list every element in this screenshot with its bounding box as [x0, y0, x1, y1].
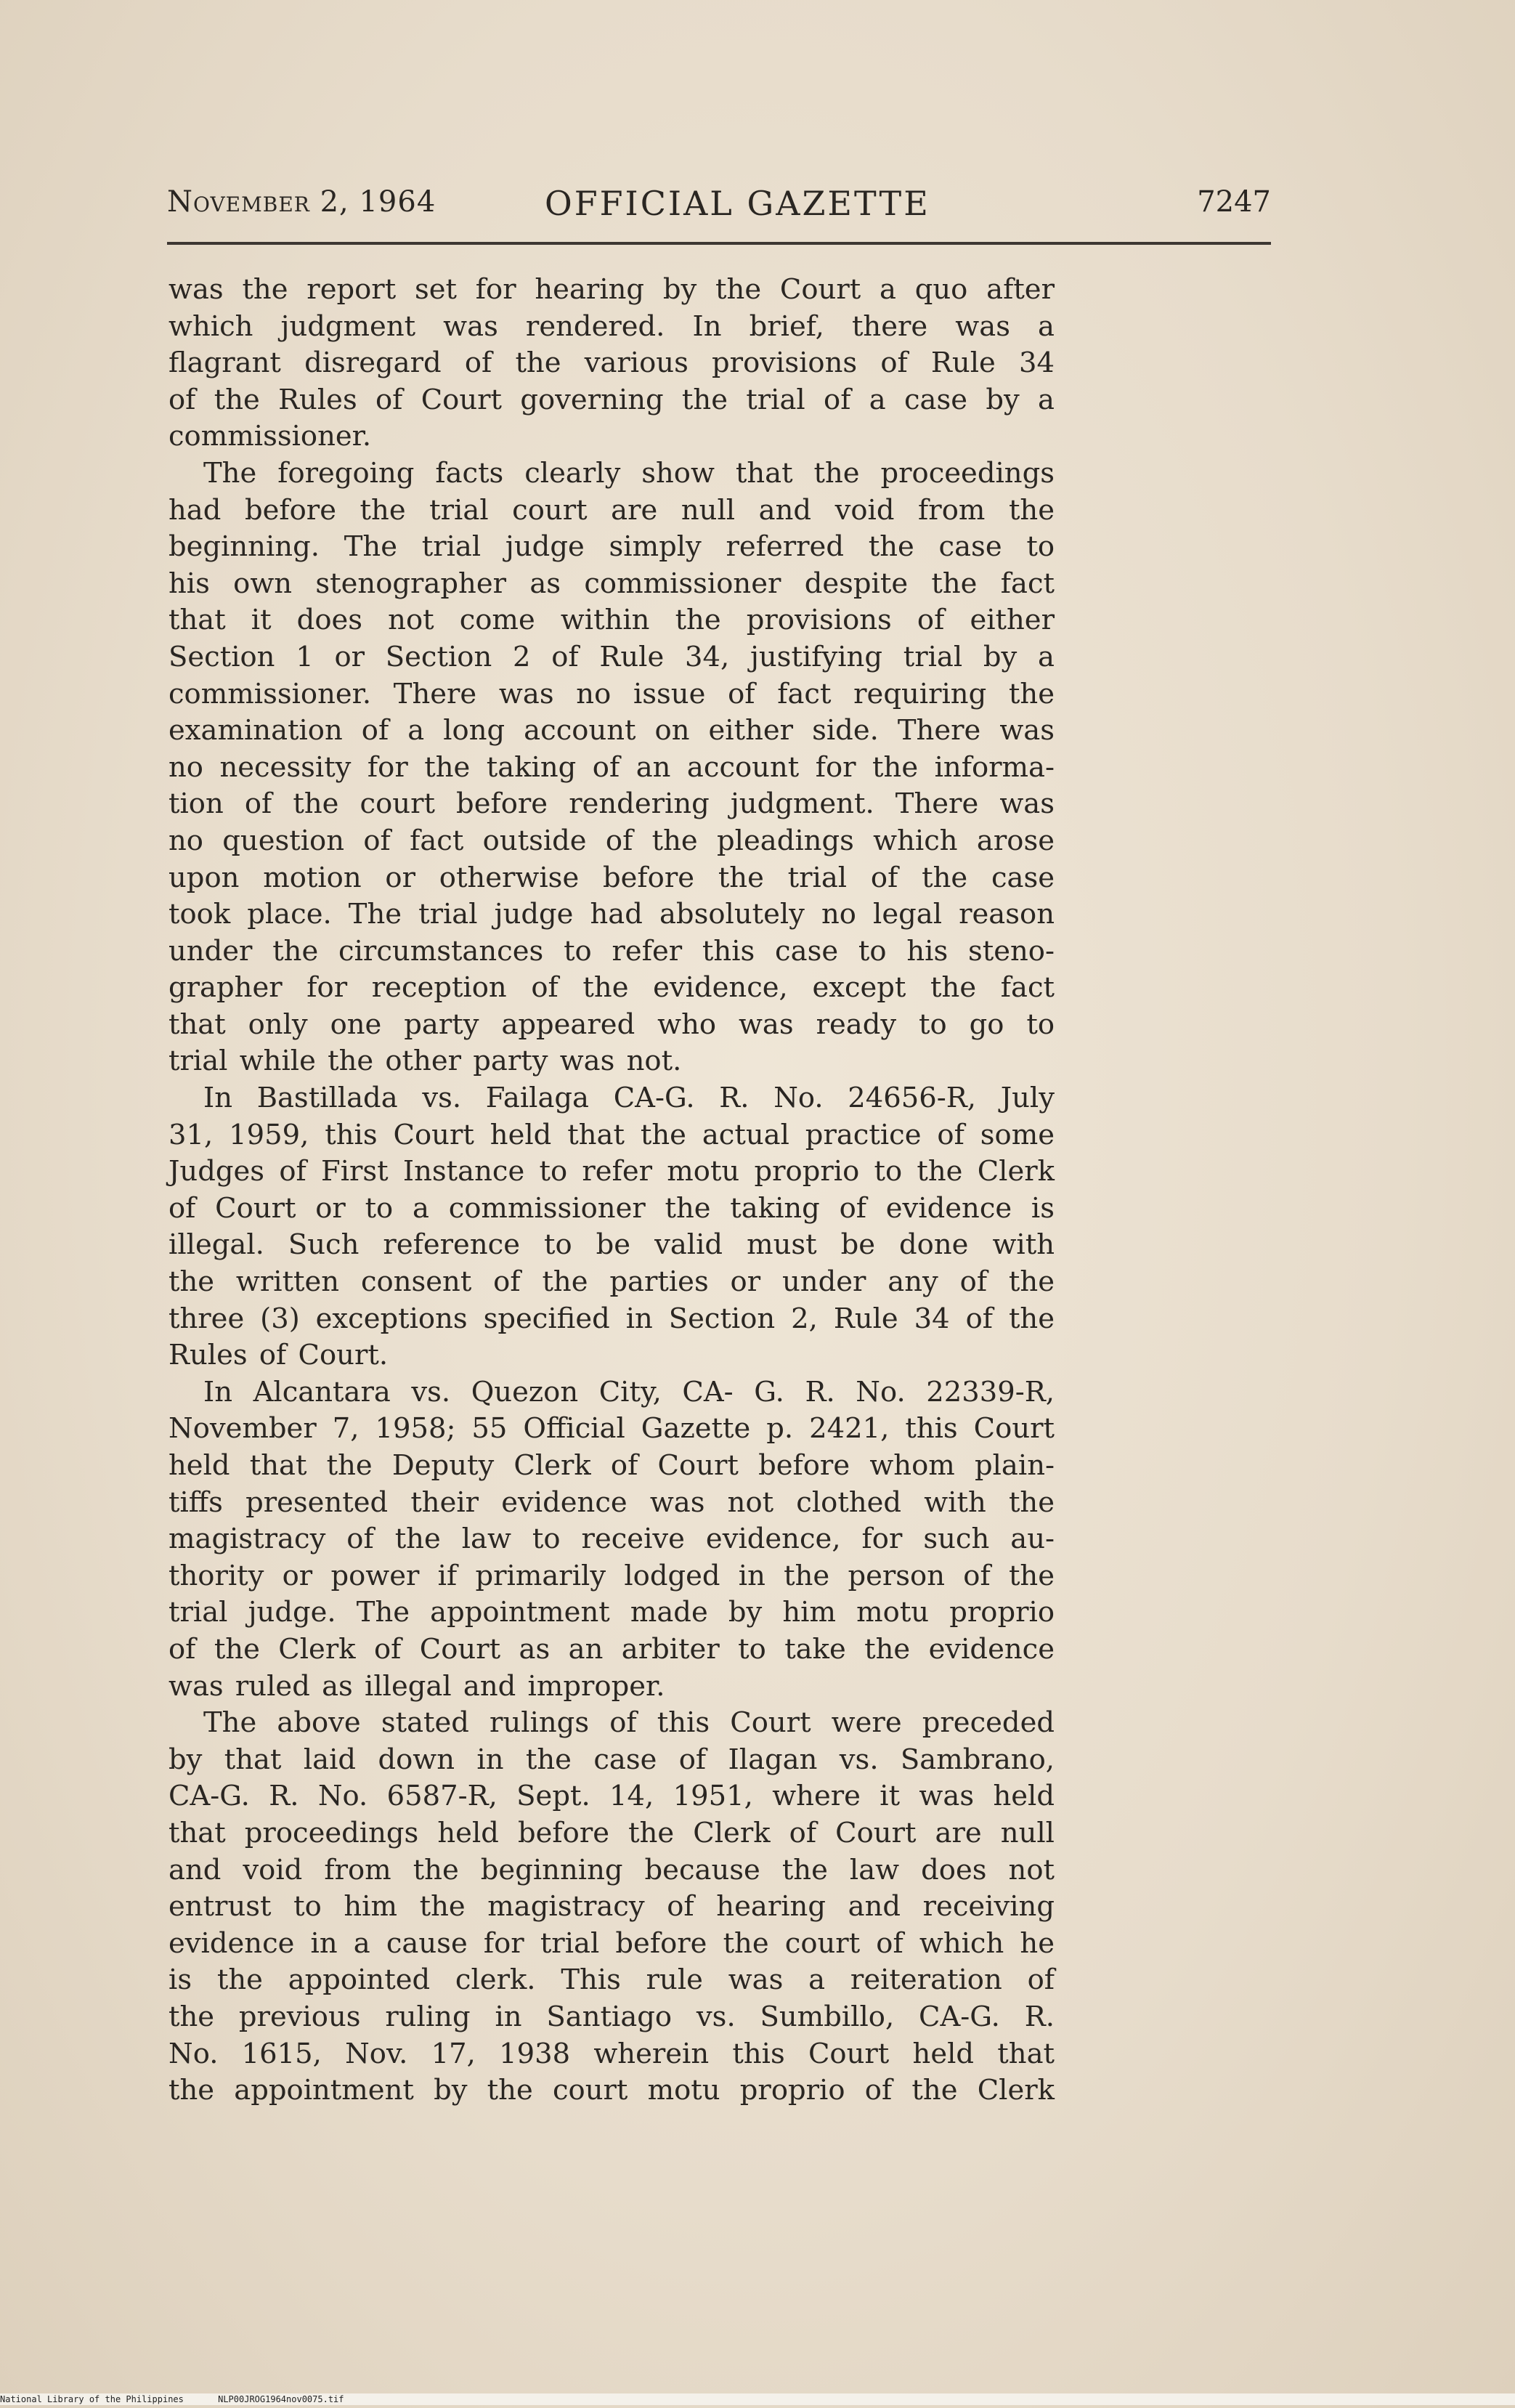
- text-line: CA-G. R. No. 6587-R, Sept. 14, 1951, where it was held: [168, 1780, 1055, 1813]
- header-rule: [167, 242, 1271, 245]
- scan-footer: [0, 2393, 1515, 2405]
- text-line: commissioner. There was no issue of fact requiring the: [168, 677, 1055, 710]
- text-line: under the circumstances to refer this case to his steno-: [168, 934, 1055, 968]
- text-line: entrust to him the magistracy of hearing and receiving: [168, 1890, 1055, 1923]
- text-line: the previous ruling in Santiago vs. Sumbillo, CA-G. R.: [168, 2000, 1055, 2033]
- text-line: evidence in a cause for trial before the court of which he: [168, 1926, 1055, 1960]
- text-line: is the appointed clerk. This rule was a reiteration of: [168, 1963, 1055, 1997]
- text-line: that proceedings held before the Clerk of Court are null: [168, 1816, 1055, 1849]
- text-line: tiffs presented their evidence was not clothed with the: [168, 1485, 1055, 1519]
- text-line: his own stenographer as commissioner despite the fact: [168, 567, 1055, 600]
- footer-source: National Library of the Philippines: [0, 2394, 184, 2404]
- footer-file: NLP00JROG1964nov0075.tif: [218, 2394, 344, 2404]
- text-line: of the Rules of Court governing the trial of a case by a: [168, 383, 1055, 416]
- header-date: November 2, 1964: [167, 185, 436, 219]
- text-line: that it does not come within the provisions of either: [168, 604, 1055, 637]
- publication-title: OFFICIAL GAZETTE: [545, 184, 930, 223]
- text-line: three (3) exceptions specified in Section 2, Rule 34 of the: [168, 1302, 1055, 1335]
- text-line: trial while the other party was not.: [168, 1045, 682, 1078]
- text-line: was ruled as illegal and improper.: [168, 1669, 665, 1703]
- text-line: Section 1 or Section 2 of Rule 34, justifying trial by a: [168, 640, 1055, 673]
- text-line: Rules of Court.: [168, 1339, 389, 1372]
- text-line: commissioner.: [168, 420, 372, 453]
- text-line: Judges of First Instance to refer motu proprio to the Clerk: [168, 1155, 1055, 1188]
- text-line: which judgment was rendered. In brief, there was a: [168, 309, 1055, 343]
- text-line: flagrant disregard of the various provisions of Rule 34: [168, 346, 1055, 380]
- text-line: grapher for reception of the evidence, except the fact: [168, 971, 1055, 1005]
- text-line: no necessity for the taking of an account for the informa-: [168, 750, 1055, 784]
- text-line: November 7, 1958; 55 Official Gazette p. 2421, this Court: [168, 1412, 1055, 1446]
- text-line: trial judge. The appointment made by him motu proprio: [168, 1596, 1055, 1629]
- text-line: was the report set for hearing by the Court a quo after: [168, 273, 1055, 306]
- body-text: [168, 272, 1055, 2109]
- text-line: that only one party appeared who was ready to go to: [168, 1008, 1055, 1041]
- text-line: magistracy of the law to receive evidence, for such au-: [168, 1523, 1055, 1556]
- text-line: The foregoing facts clearly show that the proceedings: [203, 456, 1055, 490]
- text-line: thority or power if primarily lodged in the person of the: [168, 1559, 1055, 1592]
- text-line: examination of a long account on either side. There was: [168, 714, 1055, 747]
- text-line: no question of fact outside of the pleadings which arose: [168, 824, 1055, 857]
- running-header: [167, 185, 1271, 236]
- page-number: 7247: [1197, 185, 1271, 219]
- text-line: the appointment by the court motu proprio of the Clerk: [168, 2074, 1055, 2107]
- text-line: of the Clerk of Court as an arbiter to take the evidence: [168, 1632, 1055, 1666]
- text-line: took place. The trial judge had absolutely no legal reason: [168, 898, 1055, 931]
- text-line: In Alcantara vs. Quezon City, CA- G. R. No. 22339-R,: [203, 1375, 1055, 1408]
- text-line: 31, 1959, this Court held that the actual practice of some: [168, 1118, 1055, 1151]
- text-line: and void from the beginning because the law does not: [168, 1853, 1055, 1886]
- text-line: illegal. Such reference to be valid must be done with: [168, 1228, 1055, 1262]
- text-line: held that the Deputy Clerk of Court before whom plain-: [168, 1449, 1055, 1482]
- text-line: No. 1615, Nov. 17, 1938 wherein this Court held that: [168, 2037, 1055, 2070]
- text-line: the written consent of the parties or under any of the: [168, 1265, 1055, 1299]
- text-line: by that laid down in the case of Ilagan vs. Sambrano,: [168, 1743, 1055, 1776]
- text-line: upon motion or otherwise before the trial of the case: [168, 861, 1055, 894]
- text-line: tion of the court before rendering judgment. There was: [168, 787, 1055, 821]
- text-line: had before the trial court are null and void from the: [168, 493, 1055, 527]
- text-line: The above stated rulings of this Court were preceded: [203, 1706, 1055, 1740]
- text-line: In Bastillada vs. Failaga CA-G. R. No. 24656-R, July: [203, 1082, 1055, 1115]
- text-line: of Court or to a commissioner the taking of evidence is: [168, 1191, 1055, 1225]
- text-line: beginning. The trial judge simply referred the case to: [168, 530, 1055, 564]
